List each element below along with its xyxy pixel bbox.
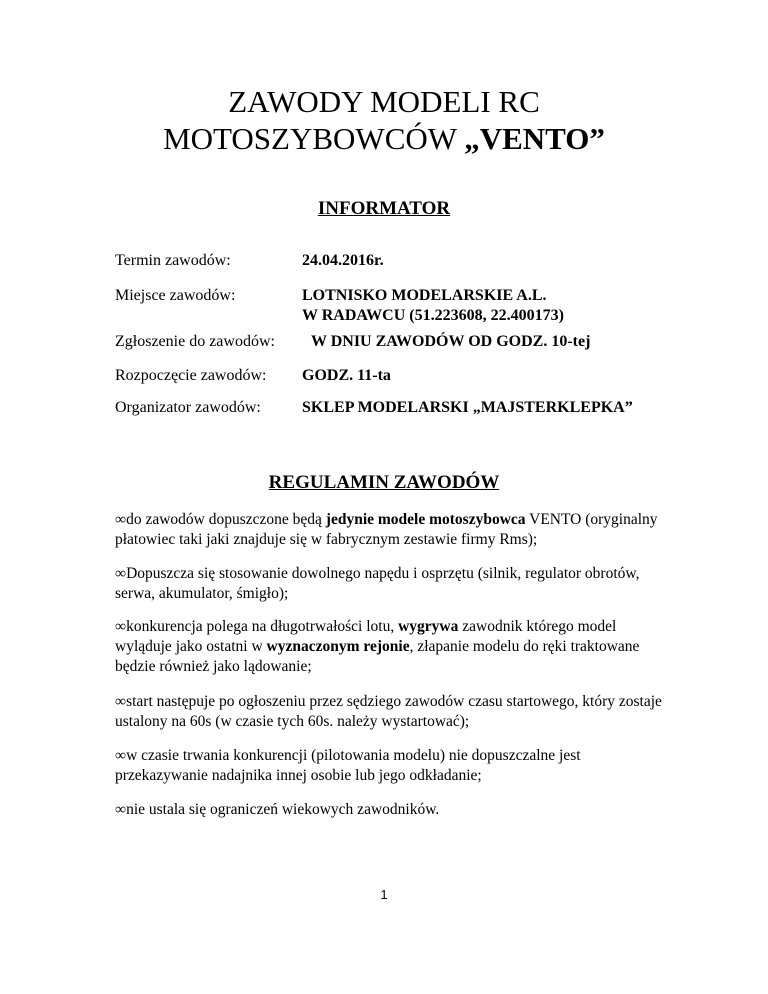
rule-text-bold: wyznaczonym rejonie — [266, 638, 410, 655]
rule-text: , złapanie modelu do ręki traktowane będzie również jako lądowanie; — [115, 638, 640, 675]
info-label: Termin zawodów: — [115, 252, 231, 269]
rule-text: zawodnik którego model wyląduje jako ostatni w — [115, 618, 617, 655]
info-value: SKLEP MODELARSKI „MAJSTERKLEPKA” — [302, 399, 633, 416]
rule-item — [115, 617, 675, 677]
info-label: Rozpoczęcie zawodów: — [115, 367, 267, 384]
document-title — [0, 83, 768, 157]
bullet-symbol: ∞ — [115, 618, 127, 635]
info-label: Zgłoszenie do zawodów: — [115, 333, 275, 350]
bullet-symbol: ∞ — [115, 511, 127, 528]
info-value: GODZ. 11-ta — [302, 367, 391, 384]
rule-text: start następuje po ogłoszeniu przez sędziego zawodów czasu startowego, który zostaje ustalony na 60s (w czasie tych 60s. należy wystartować); — [115, 693, 662, 730]
info-value: W DNIU ZAWODÓW OD GODZ. 10-tej — [311, 333, 591, 350]
rule-text-bold: wygrywa — [398, 618, 459, 635]
rule-text: do zawodów dopuszczone będą — [126, 511, 326, 528]
info-value: 24.04.2016r. — [302, 252, 384, 269]
rule-item — [115, 692, 675, 732]
rule-text: VENTO (oryginalny płatowiec taki jaki znajduje się w fabrycznym zestawie firmy Rms); — [115, 511, 658, 548]
rule-text-bold: jedynie modele motoszybowca — [325, 511, 526, 528]
bullet-symbol: ∞ — [115, 693, 127, 710]
rule-text: Dopuszcza się stosowanie dowolnego napędu i osprzętu (silnik, regulator obrotów, serwa, akumulator, śmigło); — [115, 565, 640, 602]
title-line-2-bold: „VENTO” — [464, 121, 605, 156]
info-label: Miejsce zawodów: — [115, 287, 236, 304]
informator-heading: INFORMATOR — [317, 198, 451, 219]
info-value-line-2: W RADAWCU (51.223608, 22.400173) — [302, 307, 564, 324]
title-line-2-prefix: MOTOSZYBOWCÓW — [163, 121, 465, 156]
rules-heading: REGULAMIN ZAWODÓW — [268, 472, 500, 493]
info-label: Organizator zawodów: — [115, 399, 261, 416]
rule-item — [115, 746, 675, 786]
rule-text: nie ustala się ograniczeń wiekowych zawodników. — [126, 801, 440, 818]
info-value: LOTNISKO MODELARSKIE A.L. — [302, 287, 547, 304]
rule-item — [115, 510, 675, 550]
title-line-1: ZAWODY MODELI RC — [228, 84, 540, 119]
bullet-symbol: ∞ — [115, 565, 127, 582]
rule-text: konkurencja polega na długotrwałości lotu, — [126, 618, 399, 635]
rule-text: w czasie trwania konkurencji (pilotowania modelu) nie dopuszczalne jest przekazywanie nadajnika innej osobie lub jego odkładanie; — [115, 747, 581, 784]
bullet-symbol: ∞ — [115, 801, 127, 818]
title-line-2 — [0, 120, 768, 157]
rule-item — [115, 564, 675, 604]
bullet-symbol: ∞ — [115, 747, 127, 764]
rule-item — [115, 800, 675, 820]
page-number: 1 — [380, 887, 388, 902]
